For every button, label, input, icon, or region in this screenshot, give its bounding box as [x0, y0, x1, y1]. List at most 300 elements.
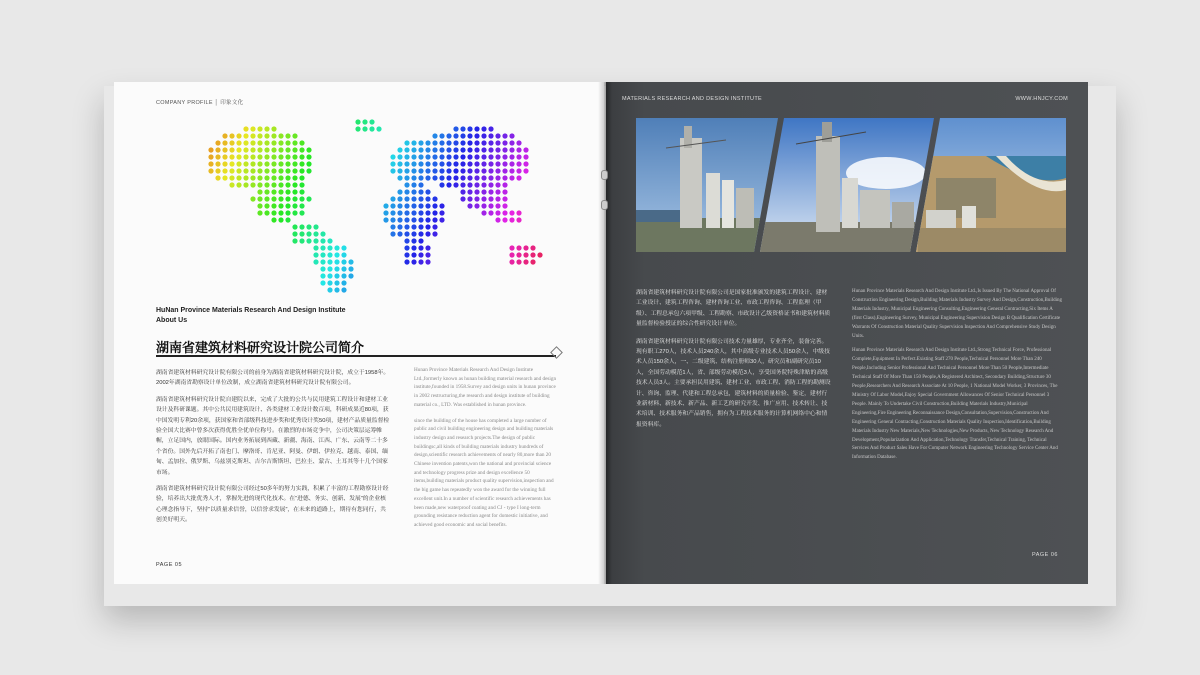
- map-dot: [495, 189, 500, 194]
- map-dot: [411, 259, 416, 264]
- map-dot: [397, 189, 402, 194]
- map-dot: [341, 287, 346, 292]
- map-dot: [236, 161, 241, 166]
- map-dot: [327, 280, 332, 285]
- map-dot: [495, 161, 500, 166]
- map-dot: [397, 224, 402, 229]
- map-dot: [397, 217, 402, 222]
- map-dot: [320, 273, 325, 278]
- map-dot: [264, 175, 269, 180]
- map-dot: [229, 182, 234, 187]
- map-dot: [299, 238, 304, 243]
- map-dot: [362, 126, 367, 131]
- map-dot: [236, 182, 241, 187]
- english-title-line-2: About Us: [156, 317, 188, 324]
- map-dot: [481, 210, 486, 215]
- map-dot: [320, 266, 325, 271]
- map-dot: [320, 238, 325, 243]
- dotted-world-map-illustration: [186, 104, 566, 304]
- map-dot: [404, 252, 409, 257]
- map-dot: [383, 217, 388, 222]
- map-dot: [474, 140, 479, 145]
- map-dot: [299, 182, 304, 187]
- map-dot: [383, 203, 388, 208]
- map-dot: [495, 203, 500, 208]
- map-dot: [460, 140, 465, 145]
- map-dot: [439, 175, 444, 180]
- map-dot: [418, 231, 423, 236]
- map-dot: [516, 140, 521, 145]
- map-dot: [411, 140, 416, 145]
- map-dot: [474, 175, 479, 180]
- map-dot: [369, 126, 374, 131]
- map-dot: [257, 126, 262, 131]
- coastal-plant-aerial-photo: [914, 118, 1066, 252]
- map-dot: [334, 252, 339, 257]
- map-dot: [222, 175, 227, 180]
- map-dot: [285, 175, 290, 180]
- map-dot: [411, 196, 416, 201]
- map-dot: [271, 189, 276, 194]
- map-dot: [278, 203, 283, 208]
- binding-ring: [601, 170, 608, 180]
- map-dot: [488, 175, 493, 180]
- map-dot: [397, 175, 402, 180]
- en-paragraph: Hunan Province Materials Research And Design Institute Ltd.,Strong Technical Force, Professional Complete,Equipment In Perfect.Existing Staff 270 People,Technical Personnel More Than 240 People,Including Senior Professional And Technical Personnel More Than 50 People,Intermediate Technical Staff Of More Than 150 People,A Registered Architect, Secondary Building,Structure 30 People,Researchers And Research Associate At 10 People, 1 National Model Worker, 3 Provinces, The Ministry Of Labor Model,Enjoy Special Government Allowances Of Senior Technical Personnel 3 People. Mainly To Undertake Civil Construction,Building Materials Industry,Municipal Engineering,Fire Engineering Reconnaissance Design,Consultation,Supervision,Construction And Engineering General Contracting,Construction Materials Quality Inspection,Identification,Building Materials Industry New Materials,New Technologies,New Products, New Technology Research And Development,Popularization And Application,Technology Transfer,Technical Training, Technical Services And Product Sales Have For Computer Network Engineering Technology Service Center And Information Database.: [852, 348, 1058, 461]
- map-dot: [425, 245, 430, 250]
- map-dot: [341, 266, 346, 271]
- map-dot: [411, 182, 416, 187]
- map-dot: [488, 126, 493, 131]
- cn-paragraph: 湖南省建筑材料研究设计院有限公司技术力量雄厚，专业齐全，装备完善。现有职工270人，技术人员240余人，其中高级专业技术人员50余人，中级技术人员150余人，一、二级建筑、结构注册师30人，研究员和副研究员10人，全国劳动模范1人，省、部级劳动模范3人，享受国务院特殊津贴的高级技术人员3人。主要承担民用建筑、建材工业、市政工程、消防工程的勘测设计、咨询、监理、代建和工程总承包，建筑材料的质量检验、鉴定，建材行业新材料、新技术、新产品、新工艺的研究开发、推广应用、技术转让、技术培训、技术服务和产品销售，拥有为工程技术服务的计算机网络中心和情报资料库。: [636, 338, 831, 428]
- map-dot: [236, 140, 241, 145]
- map-dot: [425, 203, 430, 208]
- map-dot: [446, 161, 451, 166]
- map-dot: [509, 168, 514, 173]
- map-dot: [397, 154, 402, 159]
- map-dot: [460, 168, 465, 173]
- map-dot: [285, 154, 290, 159]
- map-dot: [313, 238, 318, 243]
- map-dot: [222, 168, 227, 173]
- map-dot: [453, 126, 458, 131]
- map-dot: [425, 259, 430, 264]
- map-dot: [271, 133, 276, 138]
- map-dot: [299, 224, 304, 229]
- map-dot: [341, 245, 346, 250]
- map-dot: [418, 259, 423, 264]
- map-dot: [404, 189, 409, 194]
- map-dot: [292, 168, 297, 173]
- map-dot: [495, 196, 500, 201]
- map-dot: [278, 147, 283, 152]
- map-dot: [439, 133, 444, 138]
- map-dot: [243, 133, 248, 138]
- map-dot: [215, 175, 220, 180]
- map-dot: [474, 161, 479, 166]
- map-dot: [229, 168, 234, 173]
- map-dot: [278, 210, 283, 215]
- map-dot: [516, 217, 521, 222]
- map-dot: [390, 161, 395, 166]
- map-dot: [446, 147, 451, 152]
- map-dot: [460, 182, 465, 187]
- map-dot: [481, 147, 486, 152]
- map-dot: [523, 252, 528, 257]
- map-dot: [222, 133, 227, 138]
- map-dot: [418, 154, 423, 159]
- map-dot: [467, 196, 472, 201]
- map-dot: [243, 182, 248, 187]
- map-dot: [488, 196, 493, 201]
- map-dot: [306, 147, 311, 152]
- map-dot: [257, 147, 262, 152]
- en-paragraph: Hunan Province Materials Research And Design Institute Ltd.,formerly known as hunan building material research and design institute,founded in 1958.Survey and design units in hunan province in 2002 restructuring,the research and design institute of building material co., LTD. Was established in hunan province.: [414, 367, 557, 408]
- map-dot: [509, 161, 514, 166]
- map-dot: [432, 133, 437, 138]
- map-dot: [453, 154, 458, 159]
- map-dot: [488, 147, 493, 152]
- map-dot: [390, 154, 395, 159]
- map-dot: [404, 238, 409, 243]
- map-dot: [278, 133, 283, 138]
- map-dot: [327, 259, 332, 264]
- map-dot: [334, 245, 339, 250]
- map-dot: [411, 238, 416, 243]
- map-dot: [327, 252, 332, 257]
- map-dot: [278, 168, 283, 173]
- map-dot: [481, 140, 486, 145]
- left-page: [114, 82, 604, 584]
- map-dot: [285, 133, 290, 138]
- map-dot: [411, 210, 416, 215]
- map-dot: [453, 147, 458, 152]
- map-dot: [285, 203, 290, 208]
- map-dot: [313, 245, 318, 250]
- map-dot: [264, 203, 269, 208]
- map-dot: [453, 168, 458, 173]
- map-dot: [313, 231, 318, 236]
- map-dot: [467, 182, 472, 187]
- map-dot: [488, 161, 493, 166]
- map-dot: [509, 133, 514, 138]
- map-dot: [285, 189, 290, 194]
- map-dot: [432, 161, 437, 166]
- map-dot: [229, 175, 234, 180]
- map-dot: [495, 154, 500, 159]
- map-dot: [250, 154, 255, 159]
- map-dot: [264, 168, 269, 173]
- map-dot: [411, 245, 416, 250]
- map-dot: [404, 147, 409, 152]
- map-dot: [425, 175, 430, 180]
- map-dot: [320, 259, 325, 264]
- map-dot: [299, 231, 304, 236]
- map-dot: [439, 140, 444, 145]
- plant-photo-2: [756, 118, 941, 252]
- map-dot: [453, 175, 458, 180]
- map-dot: [236, 133, 241, 138]
- map-dot: [502, 140, 507, 145]
- map-dot: [474, 154, 479, 159]
- map-dot: [243, 154, 248, 159]
- map-dot: [432, 168, 437, 173]
- map-dot: [236, 154, 241, 159]
- map-dot: [446, 168, 451, 173]
- map-dot: [467, 168, 472, 173]
- map-dot: [334, 280, 339, 285]
- map-dot: [390, 210, 395, 215]
- map-dot: [285, 210, 290, 215]
- map-dot: [292, 203, 297, 208]
- map-dot: [425, 224, 430, 229]
- map-dot: [516, 161, 521, 166]
- map-dot: [523, 245, 528, 250]
- map-dot: [243, 161, 248, 166]
- map-dot: [397, 210, 402, 215]
- map-dot: [397, 168, 402, 173]
- map-dot: [278, 175, 283, 180]
- en-paragraph: Hunan Province Materials Research And Design Institute Ltd.,Is Issued By The National Approval Of Construction Engineering Design,Building Materials Industry Survey And Design,Construction,Building Materials Industry, Municipal Engineering Consulting,Engineering General Contracting,Six Items A (first Class),Engineering Survey, Municipal Engineering Supervision Design B Qualification Certificate Warrants Of Construction Material Quality Supervision Inspection And Comprehensive Study Design Units.: [852, 289, 1062, 339]
- map-dot: [411, 154, 416, 159]
- map-dot: [229, 161, 234, 166]
- map-dot: [285, 168, 290, 173]
- chinese-body-column: [156, 368, 391, 532]
- map-dot: [285, 182, 290, 187]
- english-title: [156, 306, 346, 326]
- map-dot: [320, 231, 325, 236]
- map-dot: [278, 196, 283, 201]
- map-dot: [523, 161, 528, 166]
- map-dot: [215, 168, 220, 173]
- binding-ring: [601, 200, 608, 210]
- map-dot: [516, 154, 521, 159]
- map-dot: [383, 210, 388, 215]
- map-dot: [502, 133, 507, 138]
- map-dot: [432, 175, 437, 180]
- map-dot: [299, 168, 304, 173]
- map-dot: [516, 175, 521, 180]
- map-dot: [222, 147, 227, 152]
- right-page: [606, 82, 1088, 584]
- map-dot: [264, 210, 269, 215]
- map-dot: [306, 224, 311, 229]
- map-dot: [376, 126, 381, 131]
- map-dot: [439, 203, 444, 208]
- map-dot: [495, 175, 500, 180]
- map-dot: [334, 266, 339, 271]
- map-dot: [404, 168, 409, 173]
- map-dot: [250, 196, 255, 201]
- map-dot: [502, 189, 507, 194]
- map-dot: [425, 161, 430, 166]
- map-dot: [390, 217, 395, 222]
- map-dot: [502, 217, 507, 222]
- map-dot: [411, 252, 416, 257]
- map-dot: [292, 210, 297, 215]
- map-dot: [250, 175, 255, 180]
- map-dot: [404, 210, 409, 215]
- map-dot: [229, 154, 234, 159]
- map-dot: [404, 224, 409, 229]
- map-dot: [439, 217, 444, 222]
- map-dot: [278, 140, 283, 145]
- website-url: WWW.HNJCY.COM: [1015, 96, 1068, 102]
- map-dot: [411, 161, 416, 166]
- map-dot: [425, 147, 430, 152]
- map-dot: [327, 238, 332, 243]
- map-dot: [271, 182, 276, 187]
- map-dot: [432, 147, 437, 152]
- map-dot: [271, 196, 276, 201]
- map-dot: [257, 140, 262, 145]
- map-dot: [348, 273, 353, 278]
- map-dot: [509, 252, 514, 257]
- map-dot: [474, 126, 479, 131]
- map-dot: [362, 119, 367, 124]
- map-dot: [481, 126, 486, 131]
- map-dot: [285, 147, 290, 152]
- map-dot: [299, 210, 304, 215]
- map-dot: [264, 126, 269, 131]
- map-dot: [271, 203, 276, 208]
- map-dot: [292, 147, 297, 152]
- map-dot: [236, 175, 241, 180]
- map-dot: [257, 210, 262, 215]
- map-dot: [425, 196, 430, 201]
- map-dot: [432, 217, 437, 222]
- map-dot: [509, 154, 514, 159]
- map-dot: [509, 259, 514, 264]
- map-dot: [341, 259, 346, 264]
- map-dot: [467, 203, 472, 208]
- map-dot: [488, 203, 493, 208]
- map-dot: [299, 161, 304, 166]
- map-dot: [397, 161, 402, 166]
- map-dot: [446, 133, 451, 138]
- map-dot: [299, 175, 304, 180]
- map-dot: [208, 161, 213, 166]
- map-dot: [439, 182, 444, 187]
- cn-paragraph: 湖南省建筑材料研究设计院有限公司是国家批准颁发的建筑工程设计、建材工业设计、建筑工程咨询、建材咨询工业、市政工程咨询、工程监理（甲级）、工程总承包六项甲级、工程勘察、市政设计乙级资格证书和建筑材料质量监督检验授证的综合性研究设计单位。: [636, 290, 831, 328]
- map-dot: [292, 231, 297, 236]
- map-dot: [523, 259, 528, 264]
- map-dot: [425, 231, 430, 236]
- map-dot: [481, 161, 486, 166]
- map-dot: [257, 203, 262, 208]
- map-dot: [271, 168, 276, 173]
- map-dot: [418, 252, 423, 257]
- map-dot: [257, 175, 262, 180]
- map-dot: [320, 280, 325, 285]
- map-dot: [397, 147, 402, 152]
- map-dot: [474, 189, 479, 194]
- english-title-line-1: HuNan Province Materials Research And Design Institute: [156, 307, 346, 314]
- map-dot: [467, 126, 472, 131]
- map-dot: [257, 133, 262, 138]
- map-dot: [516, 245, 521, 250]
- map-dot: [488, 140, 493, 145]
- map-dot: [467, 189, 472, 194]
- map-dot: [474, 168, 479, 173]
- map-dot: [509, 210, 514, 215]
- map-dot: [348, 266, 353, 271]
- map-dot: [516, 210, 521, 215]
- map-dot: [292, 154, 297, 159]
- map-dot: [257, 154, 262, 159]
- map-dot: [418, 224, 423, 229]
- map-dot: [439, 154, 444, 159]
- map-dot: [250, 126, 255, 131]
- map-dot: [292, 238, 297, 243]
- map-dot: [425, 252, 430, 257]
- map-dot: [523, 154, 528, 159]
- map-dot: [271, 161, 276, 166]
- map-dot: [488, 182, 493, 187]
- map-dot: [432, 203, 437, 208]
- map-dot: [243, 126, 248, 131]
- map-dot: [516, 259, 521, 264]
- map-dot: [516, 147, 521, 152]
- map-dot: [502, 203, 507, 208]
- map-dot: [502, 168, 507, 173]
- map-dot: [467, 147, 472, 152]
- map-dot: [509, 245, 514, 250]
- map-dot: [264, 147, 269, 152]
- map-dot: [411, 224, 416, 229]
- map-dot: [502, 182, 507, 187]
- map-dot: [495, 147, 500, 152]
- map-dot: [243, 147, 248, 152]
- map-dot: [306, 231, 311, 236]
- map-dot: [418, 210, 423, 215]
- map-dot: [523, 147, 528, 152]
- map-dot: [425, 168, 430, 173]
- map-dot: [537, 252, 542, 257]
- map-dot: [502, 175, 507, 180]
- map-dot: [390, 168, 395, 173]
- chinese-title: 湖南省建筑材料研究设计院公司简介: [156, 340, 365, 355]
- cement-plant-photo-strip: [636, 118, 1066, 252]
- map-dot: [215, 140, 220, 145]
- map-dot: [446, 182, 451, 187]
- map-dot: [460, 133, 465, 138]
- en-paragraph: since the building of the house has completed a large number of public and civil building engineering design and building materials industry design and research projects.The design of public buildingsc,all kinds of building materials industry hundreds of design,scientific research achievements of nearly 80,more than 20 Chinese invention patents,won the national and provincial science and technology progress prize and design excellence 50 items,building materials product quality supervision,inspection and the big game has repeatedly won the award for the winning full excellent unit.In a number of scientific research achievements has been made,new waterproof coating and CJ - type I long-term grounding resistance reduction agent for domestic initiative, and achieved good economic and social benefits.: [414, 417, 554, 528]
- map-dot: [320, 252, 325, 257]
- map-dot: [369, 119, 374, 124]
- map-dot: [292, 133, 297, 138]
- map-dot: [418, 203, 423, 208]
- map-dot: [488, 210, 493, 215]
- title-underline: [156, 355, 556, 357]
- map-dot: [208, 154, 213, 159]
- cn-paragraph: 湖南省建筑材料研究设计院有限公司经过50多年的努力实践，积累了丰富的工程勘察设计经验，培养出大批优秀人才，掌握先进的现代化技术。在“进德、务实、创新、发展”的企业核心理念指导下，坚持“以质量求信誉，以信誉求发展”，在未来的道路上，期待有您同行，共创美好明天。: [156, 486, 389, 524]
- map-dot: [404, 217, 409, 222]
- map-dot: [439, 168, 444, 173]
- map-dot: [418, 140, 423, 145]
- map-dot: [418, 196, 423, 201]
- map-dot: [397, 231, 402, 236]
- map-dot: [278, 217, 283, 222]
- map-dot: [285, 161, 290, 166]
- map-dot: [404, 161, 409, 166]
- map-dot: [411, 203, 416, 208]
- map-dot: [453, 133, 458, 138]
- map-dot: [481, 154, 486, 159]
- map-dot: [404, 259, 409, 264]
- map-dot: [278, 182, 283, 187]
- map-dot: [467, 161, 472, 166]
